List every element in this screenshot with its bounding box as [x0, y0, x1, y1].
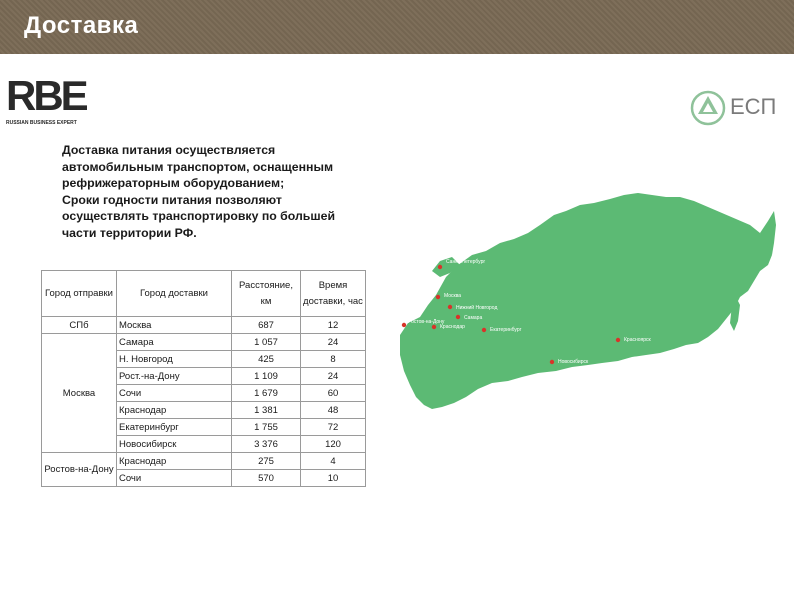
to-city-cell: Сочи	[117, 470, 232, 487]
from-city-cell: Москва	[42, 334, 117, 453]
city-dot-krasnoyarsk	[616, 338, 620, 342]
city-label-spb: Санкт-Петербург	[446, 259, 486, 265]
table-row	[42, 453, 366, 470]
time-cell: 4	[301, 453, 366, 470]
russia-map-landmass	[400, 193, 772, 409]
time-cell: 48	[301, 402, 366, 419]
distance-cell: 1 755	[232, 419, 301, 436]
intro-line: осуществлять транспортировку по большей	[62, 209, 335, 223]
city-label-samara: Самара	[464, 315, 483, 321]
esp-logo-text: ЕСП	[730, 94, 777, 119]
to-city-cell: Краснодар	[117, 402, 232, 419]
time-cell: 120	[301, 436, 366, 453]
time-cell: 72	[301, 419, 366, 436]
city-label-krasnoyarsk: Красноярск	[624, 337, 651, 343]
delivery-table	[41, 270, 366, 487]
distance-cell: 687	[232, 317, 301, 334]
time-cell: 24	[301, 334, 366, 351]
esp-logo	[690, 90, 786, 126]
city-label-ekb: Екатеринбург	[490, 327, 522, 333]
to-city-cell: Москва	[117, 317, 232, 334]
col-header-distance: Расстояние, км	[232, 271, 301, 317]
distance-cell: 570	[232, 470, 301, 487]
distance-cell: 1 057	[232, 334, 301, 351]
city-dot-novosibirsk	[550, 360, 554, 364]
to-city-cell: Краснодар	[117, 453, 232, 470]
city-label-krasnodar: Краснодар	[440, 324, 465, 330]
city-label-moscow: Москва	[444, 293, 462, 299]
distance-cell: 1 381	[232, 402, 301, 419]
from-city-cell: СПб	[42, 317, 117, 334]
intro-line: Доставка питания осуществляется	[62, 143, 276, 157]
to-city-cell: Сочи	[117, 385, 232, 402]
intro-line: Сроки годности питания позволяют	[62, 192, 282, 207]
rbe-logo-letters: RBE	[6, 72, 86, 119]
distance-cell: 1 679	[232, 385, 301, 402]
rbe-logo-caption: RUSSIAN BUSINESS EXPERT	[6, 120, 77, 126]
rbe-logo	[6, 74, 98, 130]
to-city-cell: Н. Новгород	[117, 351, 232, 368]
distance-cell: 425	[232, 351, 301, 368]
table-row	[42, 334, 366, 351]
city-dot-ekb	[482, 328, 486, 332]
time-cell: 24	[301, 368, 366, 385]
time-cell: 12	[301, 317, 366, 334]
table-header-row	[42, 271, 366, 317]
time-cell: 10	[301, 470, 366, 487]
col-header-from: Город отправки	[42, 271, 117, 317]
to-city-cell: Самара	[117, 334, 232, 351]
slide-title: Доставка	[24, 12, 139, 39]
time-cell: 8	[301, 351, 366, 368]
intro-line: автомобильным транспортом, оснащенным	[62, 159, 334, 174]
to-city-cell: Рост.-на-Дону	[117, 368, 232, 385]
city-dot-spb	[438, 265, 442, 269]
city-label-novosibirsk: Новосибирск	[558, 359, 589, 365]
intro-line: рефрижераторным оборудованием;	[62, 176, 285, 190]
russia-map	[388, 185, 778, 440]
distance-cell: 1 109	[232, 368, 301, 385]
city-label-nnovgorod: Нижний Новгород	[456, 305, 498, 311]
to-city-cell: Новосибирск	[117, 436, 232, 453]
table-row	[42, 317, 366, 334]
esp-leaf-icon	[690, 90, 726, 126]
time-cell: 60	[301, 385, 366, 402]
city-dot-moscow	[436, 295, 440, 299]
city-dot-samara	[456, 315, 460, 319]
city-label-rostov: Ростов-на-Дону	[408, 319, 445, 325]
col-header-to: Город доставки	[117, 271, 232, 317]
distance-cell: 275	[232, 453, 301, 470]
distance-cell: 3 376	[232, 436, 301, 453]
city-dot-krasnodar	[432, 325, 436, 329]
to-city-cell: Екатеринбург	[117, 419, 232, 436]
header-bar	[0, 0, 794, 54]
city-dot-nnovgorod	[448, 305, 452, 309]
col-header-time: Время доставки, час	[301, 271, 366, 317]
intro-text	[62, 142, 392, 241]
intro-line: части территории РФ.	[62, 225, 197, 240]
from-city-cell: Ростов-на-Дону	[42, 453, 117, 487]
city-dot-rostov	[402, 323, 406, 327]
